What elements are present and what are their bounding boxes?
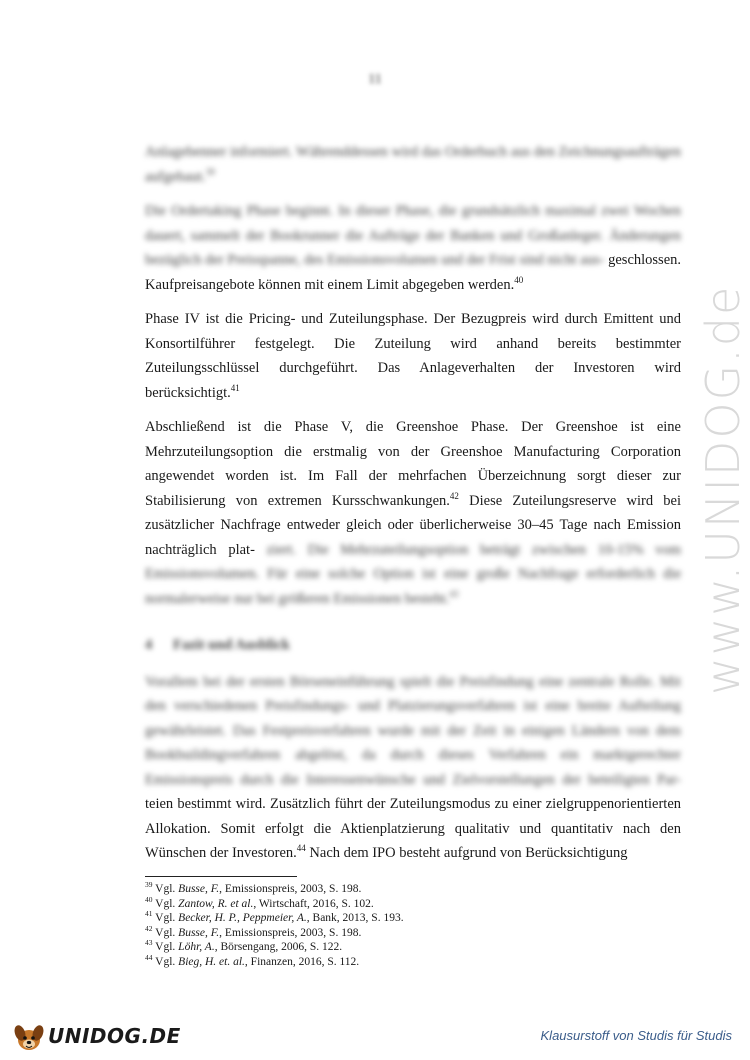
footnote-number: 40 [145,894,153,904]
section-number: 4 [145,637,153,653]
footnote-number: 43 [145,938,153,948]
footnote-divider [145,876,297,877]
footnote-source: , Finanzen, 2016, S. 112. [244,955,360,968]
watermark: www.UNIDOG.de [696,284,750,696]
paragraph-3 [145,307,681,405]
section-title: Fazit und Ausblick [173,637,290,653]
footnote-source: , Emissionspreis, 2003, S. 198. [219,883,362,895]
paragraph-text: geschlossen. Kaufpreisangebote können mit einem Limit abgegeben werden. [145,252,682,293]
footnote-ref: 41 [230,382,240,393]
footnote-ref: 42 [449,490,459,501]
footnote-prefix: Vgl. [155,955,179,968]
paragraph-1 [145,140,681,189]
logo-text: UNIDOG.DE [48,1024,181,1048]
tagline: Klausurstoff von Studis für Studis [540,1028,732,1043]
footnote-prefix: Vgl. [155,883,179,895]
blurred-text: Anlagebenner informiert. Währenddessen wird das Orderbuch aus den Zeichnungsaufträgen aufgebaut. [145,144,681,185]
paragraph-text: teien bestimmt wird. Zusätzlich führt der Zuteilungsmodus zu einer zielgruppenorientierten Allokation. Somit erfolgt die Aktienplatzierung qualitativ und quantitativ nach den Wünschen der Investoren. [145,796,681,861]
paragraph-text: Abschließend ist die Phase V, die Greenshoe Phase. Der Greenshoe ist eine Mehrzuteilungsoption die erstmalig von der Greenshoe Manufacturing Corporation angewendet worden ist. Im Fall der mehrfachen Überzeichnung sorgt dieser zur Stabilisierung von extremen Kursschwankungen. [145,419,681,509]
footnote [145,923,681,941]
blurred-text: ziert. Die Mehrzuteilungsoption beträgt zwischen 10-15% vom Emissionsvolumen. Für eine solche Option ist eine große Nachfrage erforderlich die normalerweise nur bei größeren Emissionen besteht. [145,541,681,607]
footnote-author: Zantow, R. et al. [178,897,254,910]
footnote [145,955,681,970]
footnote [145,911,681,926]
footnote-source: , Wirtschaft, 2016, S. 102. [253,897,374,910]
footnote-prefix: Vgl. [155,912,179,925]
footnote-number: 41 [145,909,153,919]
dog-icon [12,1020,46,1052]
footnote-prefix: Vgl. [155,897,179,910]
footnote-author: Busse, F. [178,883,220,895]
footnote-ref: 43 [449,588,459,599]
footnote [145,882,681,897]
paragraph-5 [145,670,681,866]
footnote-ref: 40 [514,274,524,285]
paragraph-text: Diese Zuteilungsreserve wird bei zusätzlicher Nachfrage entweder gleich oder überlicherweise 30–45 Tage nach Emission nachträglich plat- [145,492,682,558]
footnote-prefix: Vgl. [155,926,179,939]
page-number: 11 [368,72,382,87]
paragraph-text: Nach dem IPO besteht aufgrund von Berücksichtigung [305,845,628,861]
paragraph-text: Phase IV ist die Pricing- und Zuteilungsphase. Der Bezugpreis wird durch Emittent und Konsortilführer festgelegt. Die Zuteilung wird anhand bereits bestimmter Zuteilungsschlüssel durchgeführt. Das Anlageverhalten der Investoren wird berücksichtigt. [145,311,681,401]
blurred-text: Vorallem bei der ersten Börseneinführung spielt die Preisfindung eine zentrale Rolle. Mit den verschiedenen Preisfindungs- und Platzierungsverfahren ist eine breite Aufteilung gewährleistet. Das Festpreisverfahren wurde mit der Zeit in einigen Ländern von dem Bookbuildingverfahren abgelöst, da durch dieses Verfahren ein marktgerechter Emissionspreis durch die Interessenwünsche und Zielvorstellungen der beteiligten Par- [145,673,681,788]
section-heading [145,633,681,658]
footnote-number: 42 [145,923,153,933]
footnote-number: 44 [145,953,153,963]
footnote-source: , Emissionspreis, 2003, S. 198. [219,926,362,939]
footnote-ref: 39 [205,166,215,177]
footnote [145,940,681,955]
footnote-author: Busse, F. [178,926,220,939]
paragraph-4 [145,415,681,611]
footnote-number: 39 [145,880,153,890]
footnote [145,894,681,912]
document-body [145,140,681,876]
footnote-author: Becker, H. P., Peppmeier, A. [178,912,307,925]
unidog-logo [12,1020,181,1052]
footnotes [145,882,681,970]
footnote-source: , Börsengang, 2006, S. 122. [214,941,343,954]
footnote-author: Bieg, H. et. al. [178,955,245,968]
footnote-source: , Bank, 2013, S. 193. [306,912,404,925]
footnote-author: Löhr, A. [178,941,215,954]
footnote-ref: 44 [296,843,306,854]
blurred-text: Die Ordertaking Phase beginnt. In dieser Phase, die grundsätzlich maximal zwei Wochen dauert, sammelt der Bookrunner die Aufträge der Banken und Großanleger. Änderungen bezüglich der Preisspanne, des Emissionsvolumen und der Frist sind nicht aus- [145,203,681,268]
paragraph-2 [145,199,681,297]
footnote-prefix: Vgl. [155,941,179,954]
